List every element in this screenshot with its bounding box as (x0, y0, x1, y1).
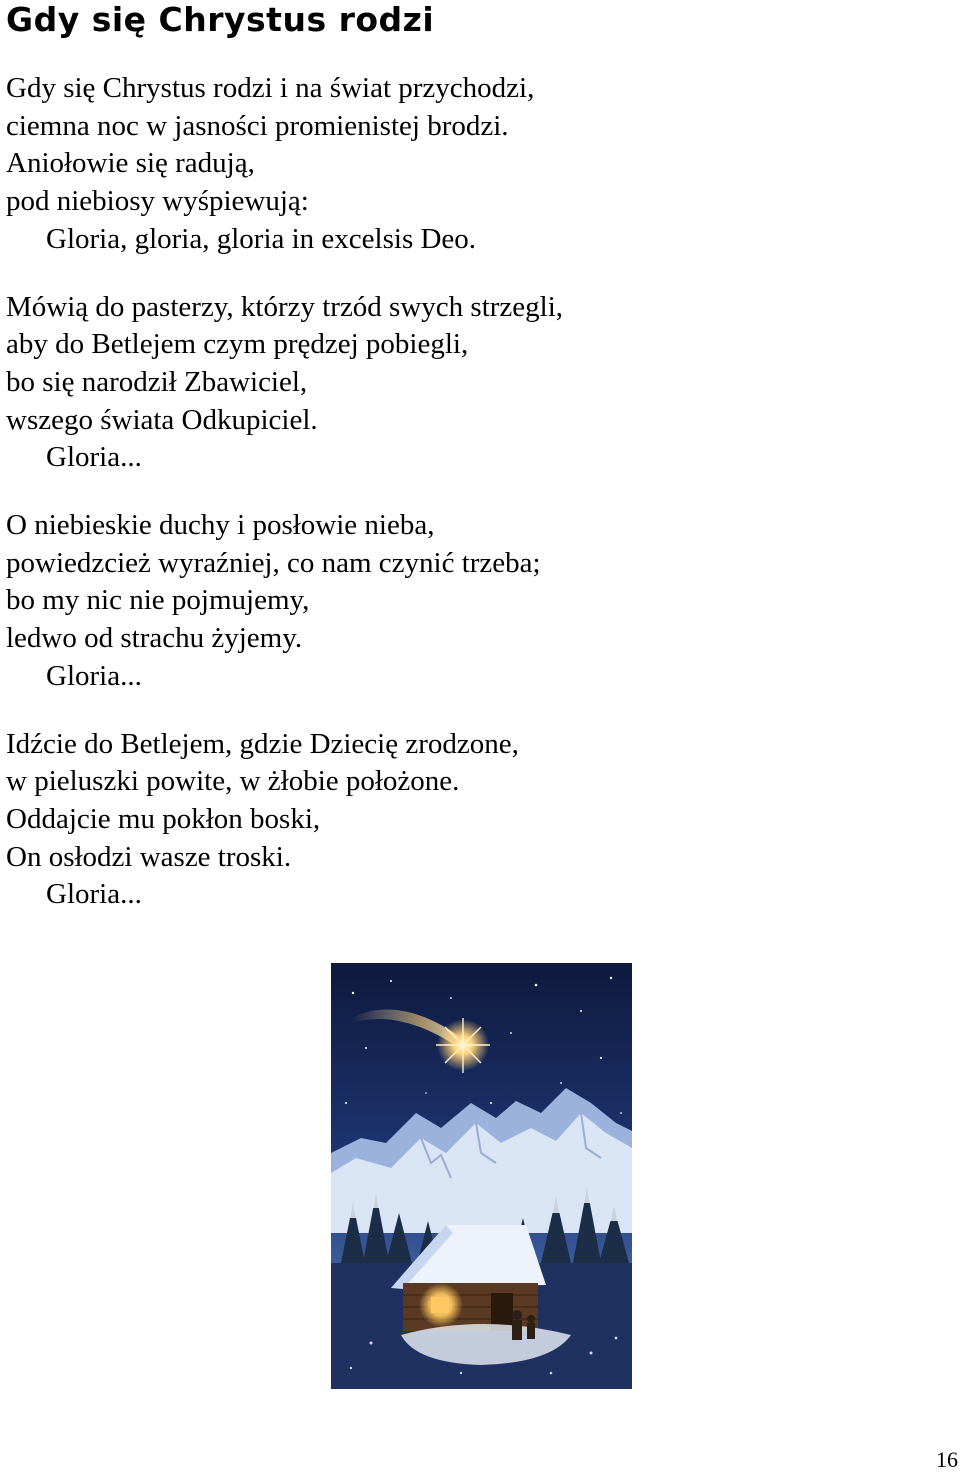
lyric-line: powiedzcież wyraźniej, co nam czynić trzeba; (6, 546, 541, 579)
lyric-line: Mówią do pasterzy, którzy trzód swych strzegli, (6, 290, 564, 323)
nativity-winter-illustration (331, 963, 632, 1389)
lyric-line: Gdy się Chrystus rodzi i na świat przychodzi, (6, 72, 535, 104)
song-title: Gdy się Chrystus rodzi (6, 0, 435, 39)
lyric-line: w pieluszki powite, w żłobie położone. (6, 765, 460, 798)
stanza-4 (6, 726, 946, 915)
illustration-canvas (331, 963, 632, 1389)
lyric-line: Oddajcie mu pokłon boski, (6, 802, 321, 835)
refrain-line: Gloria... (46, 441, 142, 474)
stanza-1 (6, 70, 946, 259)
lyric-line: On osłodzi wasze troski. (6, 840, 292, 873)
lyric-line: wszego świata Odkupiciel. (6, 403, 318, 436)
lyrics (6, 70, 946, 944)
stanza-2 (6, 289, 946, 478)
page-number: 16 (936, 1447, 958, 1472)
lyric-line: ledwo od strachu żyjemy. (6, 622, 303, 655)
lyric-line: Aniołowie się radują, (6, 147, 255, 180)
lyric-line: Idźcie do Betlejem, gdzie Dziecię zrodzone, (6, 727, 519, 760)
lyric-line: pod niebiosy wyśpiewują: (6, 185, 309, 218)
stanza-3 (6, 507, 946, 696)
refrain-line: Gloria... (46, 659, 142, 692)
refrain-line: Gloria, gloria, gloria in excelsis Deo. (46, 222, 477, 255)
lyric-line: bo my nic nie pojmujemy, (6, 584, 310, 617)
lyric-line: aby do Betlejem czym prędzej pobiegli, (6, 328, 469, 361)
refrain-line: Gloria... (46, 878, 142, 911)
cabin-window (431, 1297, 449, 1313)
lyric-line: bo się narodził Zbawiciel, (6, 365, 308, 398)
lyric-line: ciemna noc w jasności promienistej brodzi. (6, 109, 509, 142)
lyric-line: O niebieskie duchy i posłowie nieba, (6, 509, 435, 542)
